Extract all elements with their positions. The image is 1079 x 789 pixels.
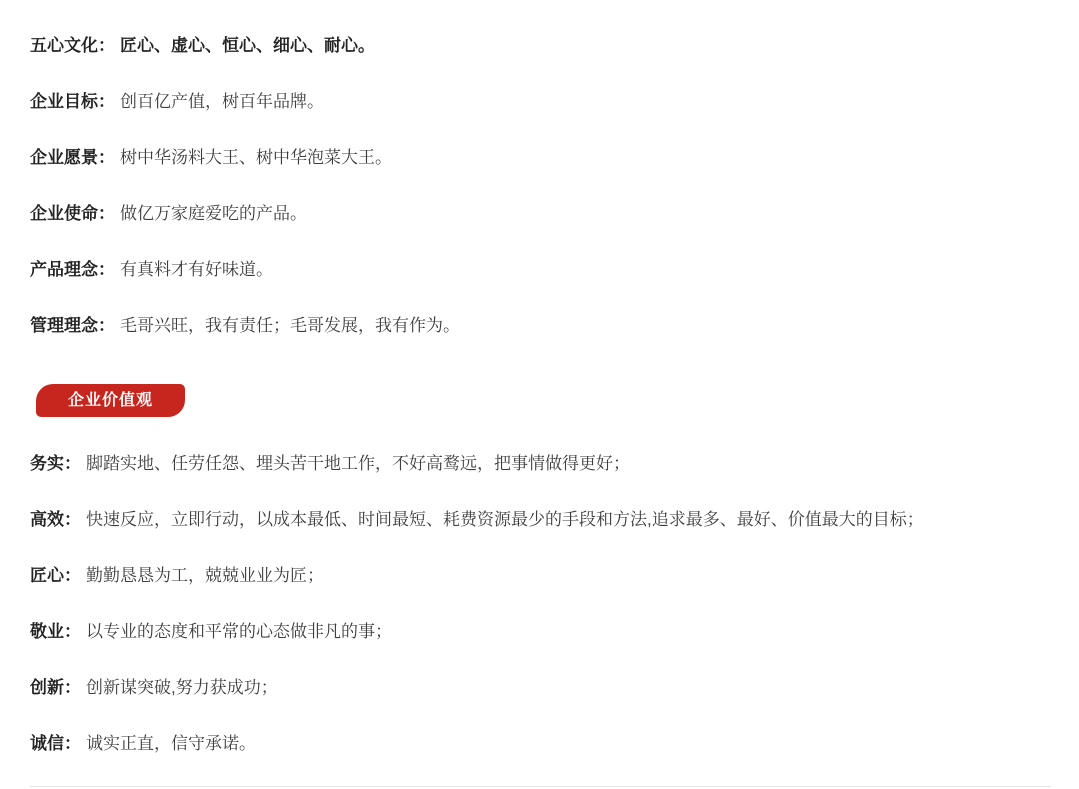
statement-value: 树中华汤料大王、树中华泡菜大王。 <box>120 148 392 167</box>
statement-label: 企业目标： <box>30 92 115 111</box>
value-label: 诚信： <box>30 734 81 753</box>
value-text: 诚实正直，信守承诺。 <box>86 734 256 753</box>
value-row <box>30 510 1049 530</box>
statement-label: 五心文化： <box>30 36 115 55</box>
statement-row <box>30 316 1049 336</box>
value-text: 脚踏实地、任劳任怨、埋头苦干地工作，不好高鹜远，把事情做得更好； <box>86 454 630 473</box>
value-row <box>30 622 1049 642</box>
bottom-divider <box>30 786 1051 787</box>
statement-value: 创百亿产值，树百年品牌。 <box>120 92 324 111</box>
statement-row <box>30 204 1049 224</box>
value-label: 敬业： <box>30 622 81 641</box>
value-label: 高效： <box>30 510 81 529</box>
value-text: 以专业的态度和平常的心态做非凡的事； <box>86 622 392 641</box>
statement-value: 做亿万家庭爱吃的产品。 <box>120 204 307 223</box>
statement-label: 产品理念： <box>30 260 115 279</box>
statement-value: 毛哥兴旺，我有责任；毛哥发展，我有作为。 <box>120 316 460 335</box>
section-badge-values: 企业价值观 <box>36 384 185 417</box>
statement-label: 管理理念： <box>30 316 115 335</box>
statement-row <box>30 148 1049 168</box>
statement-label: 企业使命： <box>30 204 115 223</box>
value-label: 创新： <box>30 678 81 697</box>
value-row <box>30 454 1049 474</box>
value-row <box>30 734 1049 754</box>
statement-label: 企业愿景： <box>30 148 115 167</box>
statement-row <box>30 260 1049 280</box>
value-label: 务实： <box>30 454 81 473</box>
value-text: 快速反应，立即行动，以成本最低、时间最短、耗费资源最少的手段和方法,追求最多、最好、价值最大的目标； <box>86 510 924 529</box>
statement-row <box>30 36 1049 56</box>
value-text: 勤勤恳恳为工，兢兢业业为匠； <box>86 566 324 585</box>
statement-value: 有真料才有好味道。 <box>120 260 273 279</box>
value-text: 创新谋突破,努力获成功； <box>86 678 278 697</box>
statement-row <box>30 92 1049 112</box>
statement-value: 匠心、虚心、恒心、细心、耐心。 <box>120 36 375 55</box>
value-row <box>30 566 1049 586</box>
value-label: 匠心： <box>30 566 81 585</box>
value-row <box>30 678 1049 698</box>
